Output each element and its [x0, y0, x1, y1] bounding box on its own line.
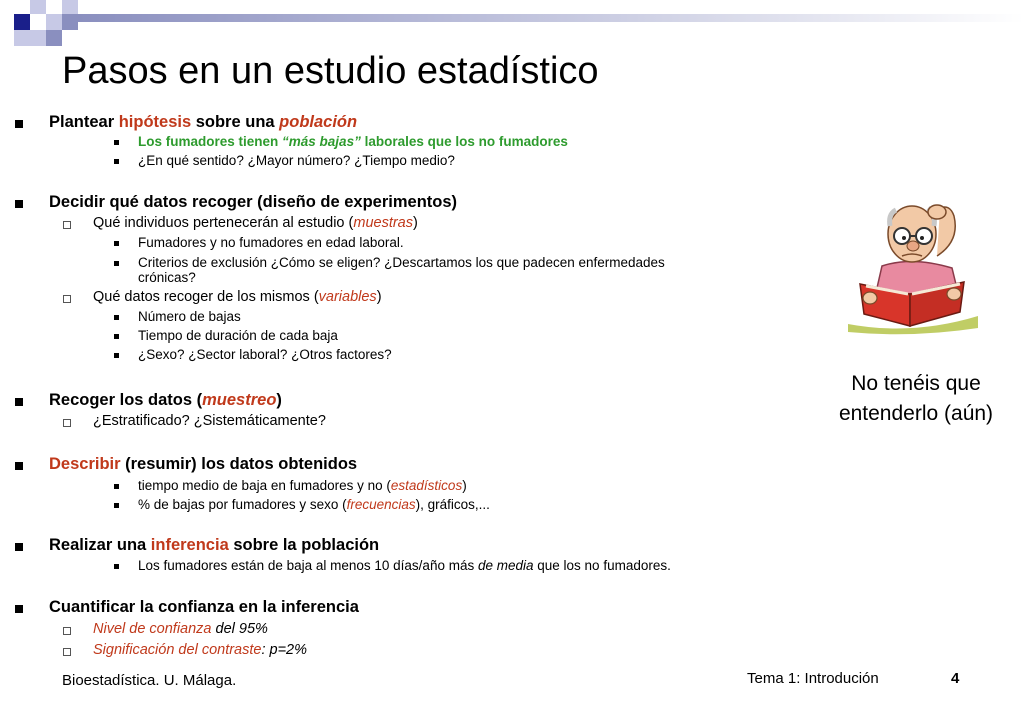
bullet-item: Realizar una inferencia sobre la población: [49, 536, 380, 554]
bullet-square: [15, 605, 23, 613]
bullet-small: [114, 503, 119, 508]
bullet-item: Decidir qué datos recoger (diseño de experimentos): [49, 193, 458, 211]
bullet-hollow: [63, 648, 71, 656]
bullet-hollow: [63, 221, 71, 229]
bullet-square: [15, 462, 23, 470]
deco-square: [62, 14, 78, 30]
bullet-small: [114, 315, 119, 320]
page-number: 4: [951, 670, 960, 687]
bullet-small: [114, 159, 119, 164]
deco-square: [46, 30, 62, 46]
bullet-square: [15, 543, 23, 551]
bullet-item: Describir (resumir) los datos obtenidos: [49, 455, 358, 473]
sub-sub-item: tiempo medio de baja en fumadores y no (estadísticos): [138, 478, 467, 493]
sub-item: Qué individuos pertenecerán al estudio (muestras): [93, 215, 418, 231]
side-note: No tenéis que entenderlo (aún): [838, 372, 994, 425]
bullet-square: [15, 200, 23, 208]
bullet-hollow: [63, 627, 71, 635]
bullet-hollow: [63, 295, 71, 303]
bullet-item: Plantear hipótesis sobre una población: [49, 113, 358, 131]
sub-item: ¿En qué sentido? ¿Mayor número? ¿Tiempo medio?: [138, 153, 455, 168]
sub-item: Significación del contraste: p=2%: [93, 642, 308, 658]
footer-institution: Bioestadística. U. Málaga.: [62, 672, 237, 689]
footer-topic: Tema 1: Introdución: [747, 670, 879, 687]
deco-square: [62, 0, 78, 14]
sub-item: ¿Estratificado? ¿Sistemáticamente?: [93, 413, 326, 429]
sub-sub-item-continuation: crónicas?: [138, 270, 196, 285]
bullet-small: [114, 261, 119, 266]
sub-sub-item: Número de bajas: [138, 309, 241, 324]
bullet-small: [114, 564, 119, 569]
deco-square: [30, 30, 46, 46]
sub-sub-item: ¿Sexo? ¿Sector laboral? ¿Otros factores?: [138, 347, 392, 362]
bullet-small: [114, 241, 119, 246]
bullet-hollow: [63, 419, 71, 427]
bullet-item: Cuantificar la confianza en la inferencia: [49, 598, 359, 616]
sub-sub-item: % de bajas por fumadores y sexo (frecuencias), gráficos,...: [138, 497, 490, 512]
bullet-small: [114, 334, 119, 339]
reading-man-illustration: [842, 186, 982, 336]
bullet-item: Recoger los datos (muestreo): [49, 391, 282, 409]
bullet-small: [114, 140, 119, 145]
sub-sub-item: Fumadores y no fumadores en edad laboral.: [138, 235, 404, 250]
deco-square: [14, 14, 30, 30]
deco-square: [30, 0, 46, 14]
sub-item: Los fumadores tienen “más bajas” laborales que los no fumadores: [138, 134, 568, 149]
bullet-small: [114, 484, 119, 489]
bullet-square: [15, 398, 23, 406]
sub-item: Qué datos recoger de los mismos (variables): [93, 289, 382, 305]
deco-square: [14, 30, 30, 46]
sub-sub-item: Tiempo de duración de cada baja: [138, 328, 338, 343]
sub-sub-item: Los fumadores están de baja al menos 10 días/año más de media que los no fumadores.: [138, 558, 671, 573]
bullet-square: [15, 120, 23, 128]
deco-square: [46, 14, 62, 30]
slide-title: Pasos en un estudio estadístico: [62, 50, 599, 92]
sub-item: Nivel de confianza del 95%: [93, 621, 268, 637]
sub-sub-item: Criterios de exclusión ¿Cómo se eligen? ¿Descartamos los que padecen enfermedades: [138, 255, 665, 270]
bullet-small: [114, 353, 119, 358]
title-gradient-bar: [78, 14, 1024, 22]
